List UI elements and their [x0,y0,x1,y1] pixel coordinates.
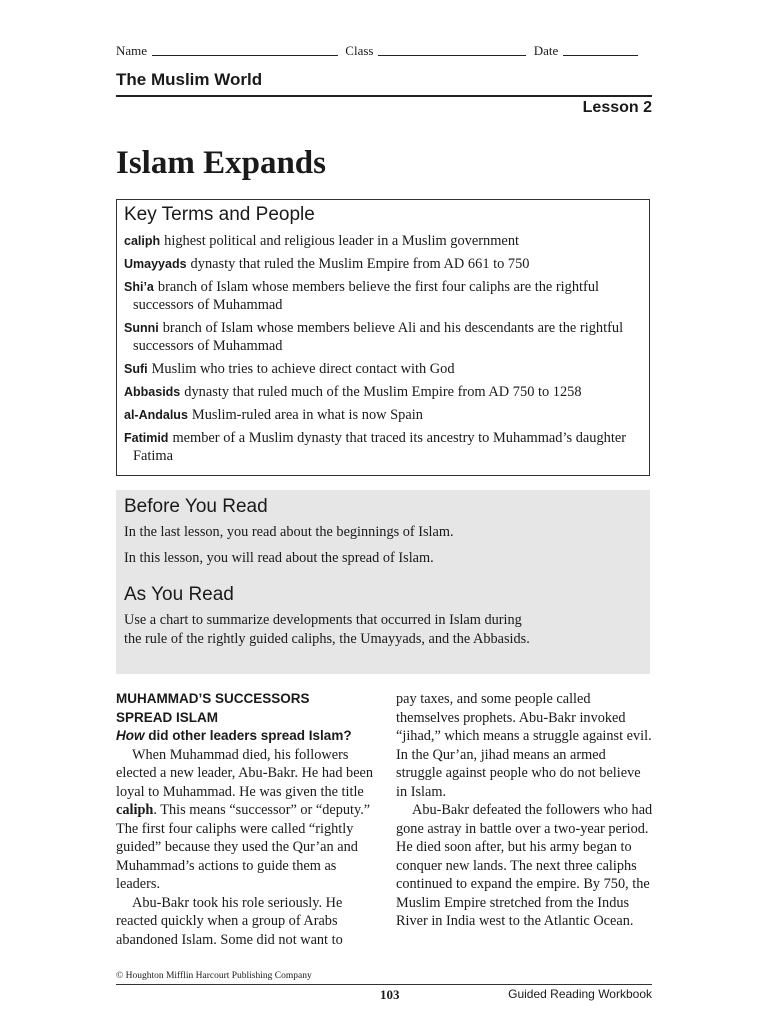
body-paragraph [116,746,374,894]
term-entry [124,429,642,465]
term-definition: highest political and religious leader in a Muslim government [164,233,520,249]
text-column-left [116,690,374,949]
header-rule [116,95,652,97]
term-entry [124,360,642,378]
before-you-read-heading: Before You Read [124,496,268,517]
section-heading: SPREAD ISLAM [116,709,219,725]
question-emphasis: How [116,728,145,743]
term-entry [124,278,642,314]
term-word: Umayyads [124,257,187,271]
class-label: Class [345,43,374,58]
name-blank [152,54,338,56]
chapter-title: The Muslim World [116,70,263,89]
before-you-read-text: In this lesson, you will read about the spread of Islam. [124,549,434,566]
class-blank [378,54,526,56]
key-terms-box [116,199,650,476]
term-word: Sunni [124,321,159,335]
term-definition: member of a Muslim dynasty that traced its ancestry to Muhammad’s daughter Fatima [133,430,627,464]
text-column-right [396,690,654,931]
paragraph-text: When Muhammad died, his followers elected a new leader, Abu-Bakr. He had been loyal to Muhammad. He was given the title [116,746,374,800]
key-terms-heading: Key Terms and People [124,204,315,225]
term-word: Shi’a [124,280,154,294]
section-heading: MUHAMMAD’S SUCCESSORS [116,691,310,706]
date-label: Date [533,43,559,58]
key-term-inline: caliph [116,802,154,818]
term-definition: Muslim-ruled area in what is now Spain [191,407,423,423]
term-word: Abbasids [124,385,181,399]
term-definition: branch of Islam whose members believe Ali and his descendants are the rightful successors of Muhammad [133,320,624,354]
footer-rule [116,984,652,985]
page-number: 103 [380,987,400,1002]
body-paragraph: Abu-Bakr took his role seriously. He reacted quickly when a group of Arabs abandoned Islam. Some did not want to [116,894,343,948]
term-entry [124,255,642,273]
term-entry [124,406,642,424]
paragraph-text: . This means “successor” or “deputy.” The first four caliphs were called “rightly guided” because they used the Qur’an and Muhammad’s actions to guide them as leaders. [116,802,371,892]
date-blank [563,54,638,56]
body-paragraph: pay taxes, and some people called themselves prophets. Abu-Bakr invoked “jihad,” which means a struggle against evil. In the Qur’an, jihad means an armed struggle against people who do not believe in Islam. [396,691,652,800]
copyright-notice: © Houghton Mifflin Harcourt Publishing Company [116,971,312,981]
term-entry [124,232,642,250]
term-word: al-Andalus [124,408,188,422]
term-word: caliph [124,234,161,248]
reading-guide-box [116,490,650,674]
section-question [116,727,374,746]
body-paragraph: Abu-Bakr defeated the followers who had gone astray in battle over a two-year period. He died soon after, but his army began to conquer new lands. The next three caliphs continued to expand the empire. By 750, the Muslim Empire stretched from the Indus River in India west to the Atlantic Ocean. [396,802,653,929]
as-you-read-heading: As You Read [124,584,234,605]
term-definition: Muslim who tries to achieve direct contact with God [151,361,455,377]
term-word: Sufi [124,362,148,376]
term-definition: dynasty that ruled the Muslim Empire from AD 661 to 750 [190,256,530,272]
student-info-fields [116,43,652,59]
term-definition: dynasty that ruled much of the Muslim Empire from AD 750 to 1258 [184,384,582,400]
workbook-title: Guided Reading Workbook [508,987,652,1001]
term-entry [124,319,642,355]
name-label: Name [116,43,148,58]
workbook-page [116,0,652,1024]
term-word: Fatimid [124,431,169,445]
before-you-read-text: In the last lesson, you read about the beginnings of Islam. [124,524,454,540]
question-text: did other leaders spread Islam? [144,728,352,743]
term-entry [124,383,642,401]
as-you-read-text: Use a chart to summarize developments that occurred in Islam during the rule of the rightly guided caliphs, the Umayyads, and the Abbasids. [124,612,530,647]
term-definition: branch of Islam whose members believe the first four caliphs are the rightful successors of Muhammad [133,279,600,313]
page-title: Islam Expands [116,145,327,181]
lesson-label: Lesson 2 [582,99,652,116]
